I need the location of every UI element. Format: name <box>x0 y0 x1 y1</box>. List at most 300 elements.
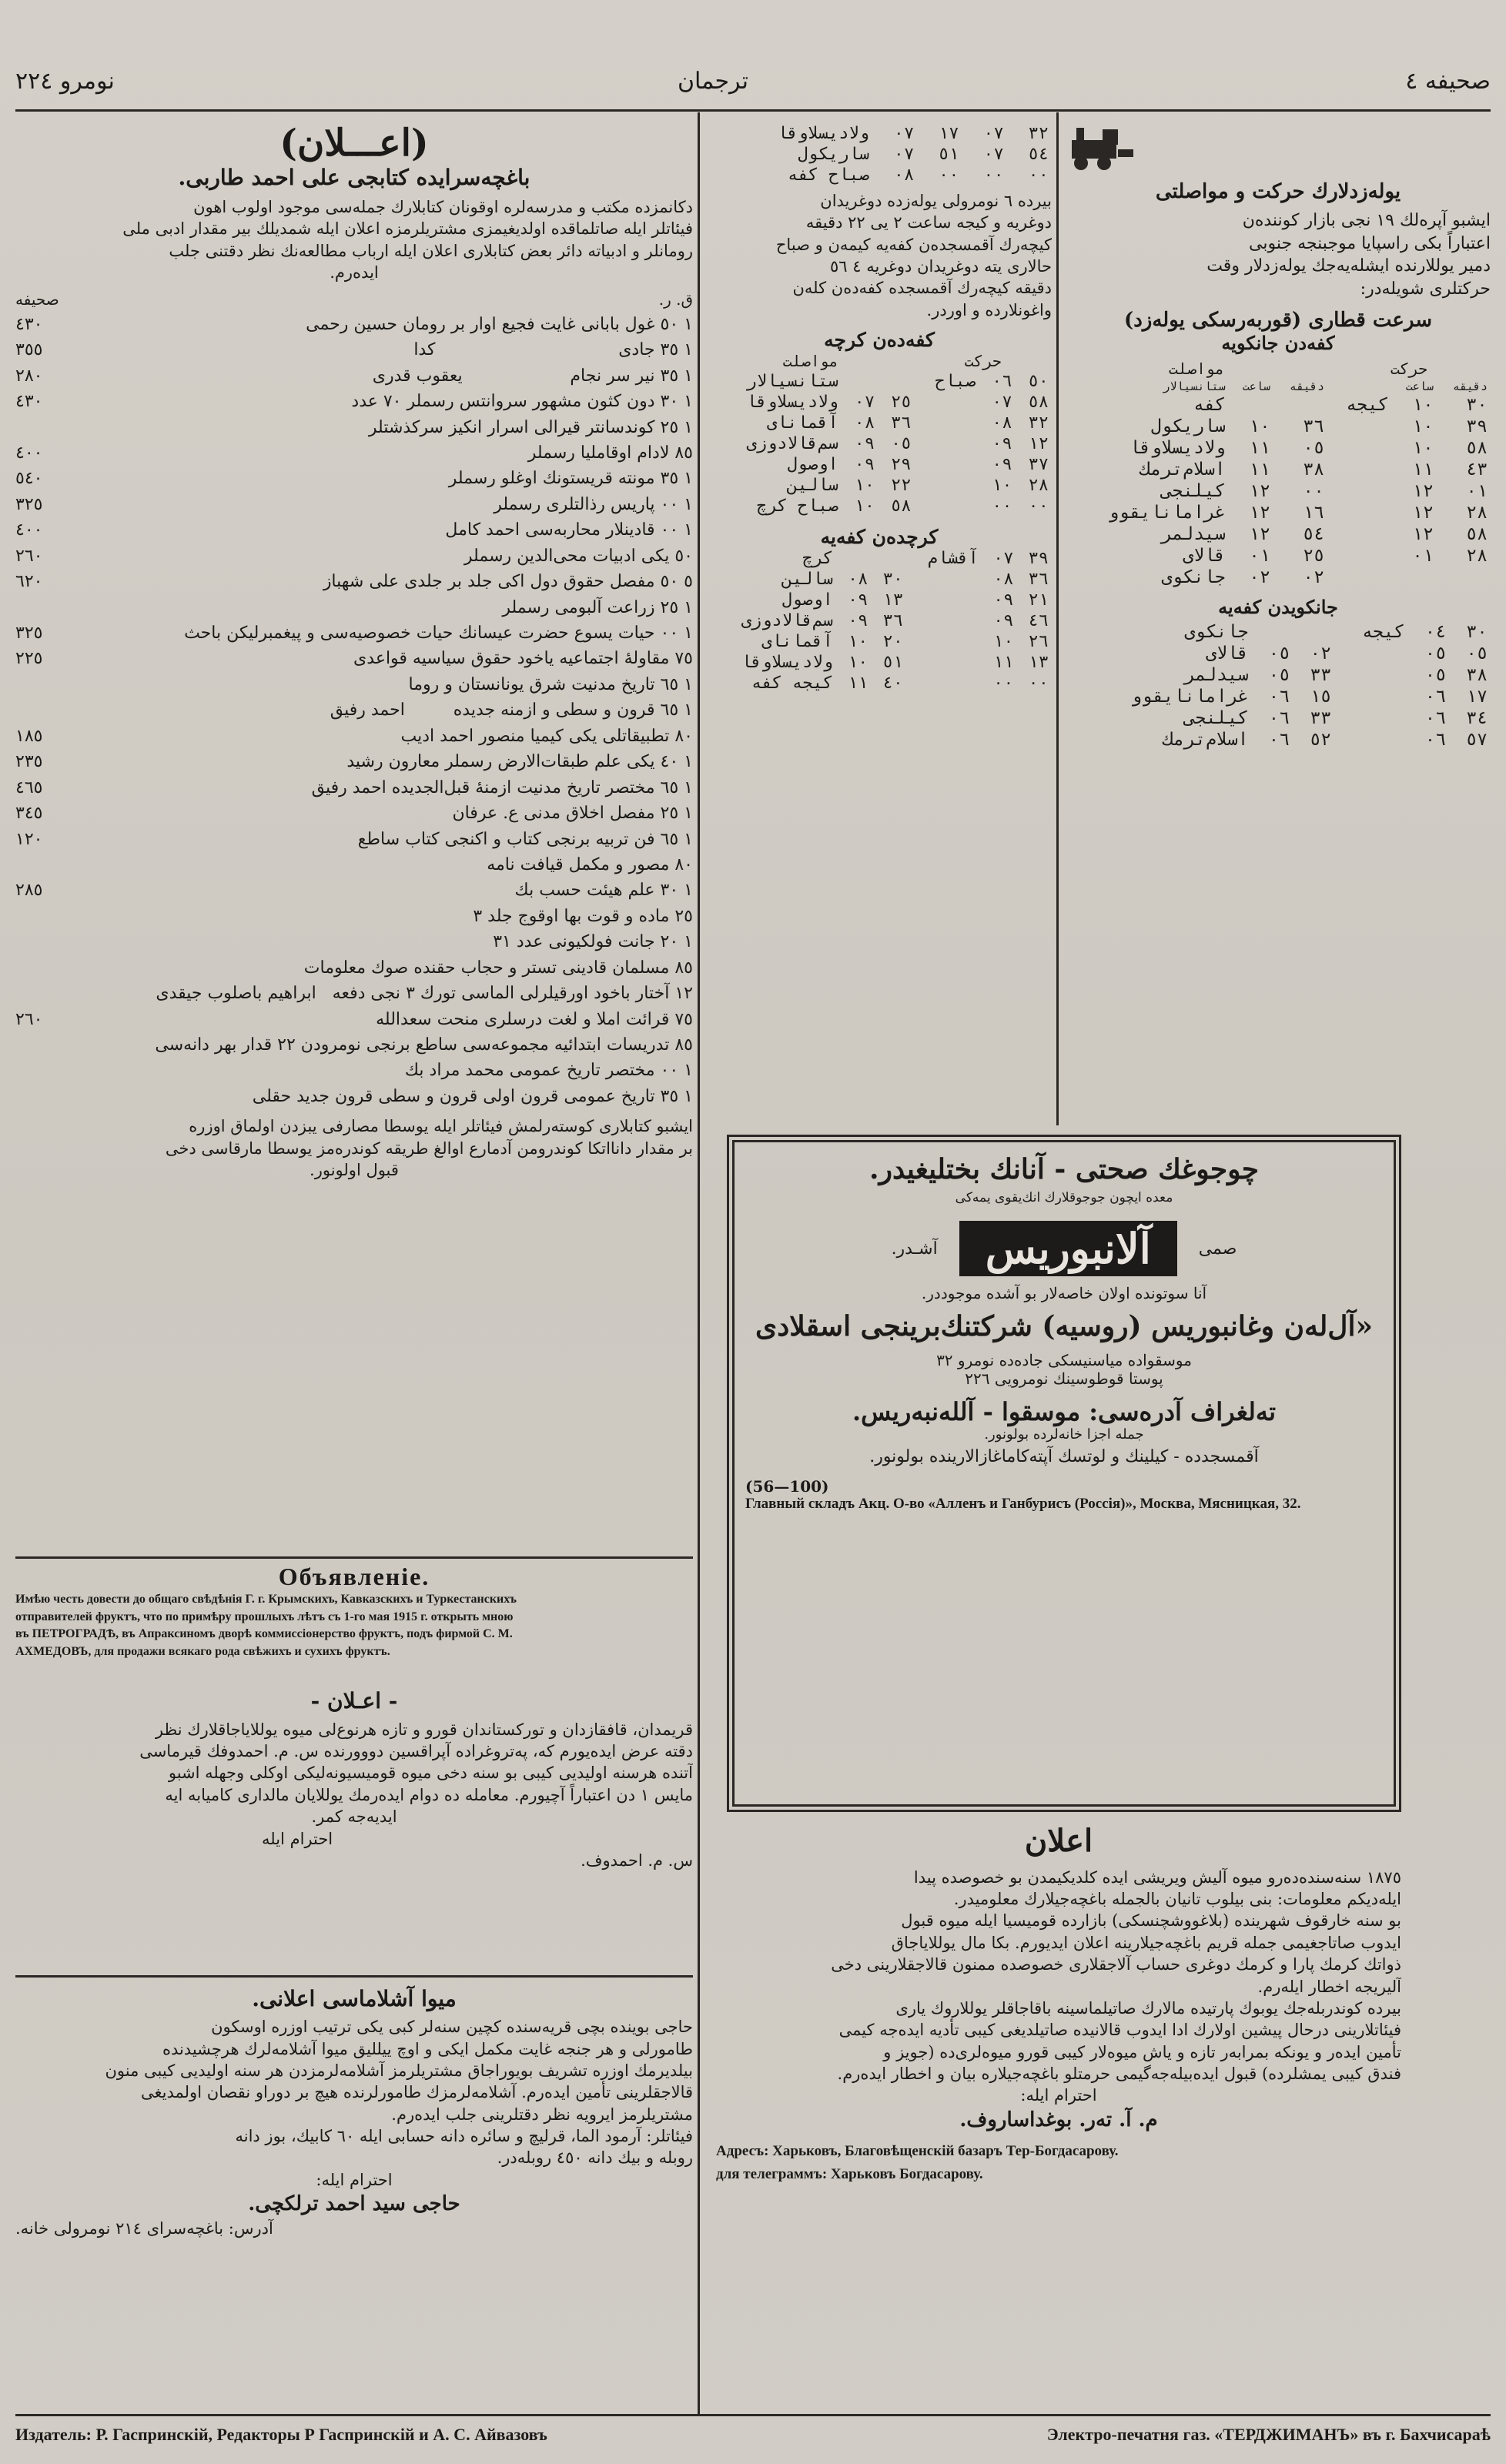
book-item <box>15 852 693 878</box>
kharkov-ru-address: Адресъ: Харьковъ, Благовѣщенскій базаръ Тер-Богдасарову. <box>716 2142 1119 2159</box>
timetable-cell: اوصول <box>781 590 833 610</box>
timetable-cell: قالای <box>1206 643 1249 664</box>
timetable-row <box>1066 523 1491 545</box>
kharkov-line: ایله‌دیكم معلومات: بنی بیلوب تانیان بالجمله باغچه‌جیلارك معلومیدر. <box>953 1890 1401 1909</box>
timetable-row <box>707 413 1052 433</box>
timetable-row <box>1066 480 1491 502</box>
timetable-cell: ۳۲ <box>1028 413 1049 433</box>
timetable-row <box>707 610 1052 631</box>
mid-note <box>707 190 1052 321</box>
timetable-cell <box>1293 621 1334 643</box>
timetable-row <box>1066 729 1491 751</box>
brand-post: آشـدر. <box>891 1239 938 1259</box>
timetable-cell: ٠٦ <box>1268 686 1290 707</box>
timetable-cell: سم‌قالادوزی <box>741 611 833 631</box>
orchard-title: میوا آشلاماسی اعلانی. <box>252 1986 457 2011</box>
timetable-cell <box>906 610 982 631</box>
book-item <box>15 337 693 363</box>
timetable-cell <box>906 652 982 673</box>
book-item <box>15 672 693 697</box>
book-pages: ۲۲٥ <box>15 649 43 669</box>
books-subtitle: باغچه‌سرایده كتابجی علی احمد طاربی. <box>178 165 530 190</box>
timetable-cell: ١٠ <box>992 476 1012 496</box>
book-item <box>15 543 693 569</box>
book-title: ١ ٦٥ قرون و سطی و ازمنه جدیده احمد رفیق <box>330 700 693 720</box>
timetable-cell: ٠٩ <box>847 611 868 631</box>
timetable-cell: ٥٨ <box>1466 437 1488 458</box>
timetable-cell <box>1273 394 1327 416</box>
book-item <box>15 1032 693 1058</box>
timetable-cell: ١١ <box>1412 459 1434 480</box>
timetable-row <box>707 454 1052 475</box>
timetable-cell: ٠٦ <box>1424 686 1447 707</box>
timetable-cell: ۲٨ <box>1466 545 1488 566</box>
timetable-cell: ۲٩ <box>891 455 912 475</box>
book-pages <box>15 697 92 723</box>
book-item <box>15 569 693 594</box>
book-title: ٧٥ قرائت املا و لغت درسلری منحت سعدالله <box>376 1009 693 1029</box>
timetable-row <box>1066 664 1491 686</box>
timetable-cell: ١٠ <box>1249 416 1270 436</box>
timetable-cell <box>915 392 979 413</box>
kharkov-line: آلیریجه اخطار ایله‌رم. <box>1257 1977 1401 1996</box>
timetable-cell: ۲٨ <box>1466 502 1488 523</box>
timetable-cell: ٠١ <box>1466 480 1488 501</box>
timetable-cell: ٤٠ <box>882 674 903 694</box>
timetable-cell <box>1327 502 1392 523</box>
timetable-cell: كرچ <box>802 549 833 569</box>
orchard-line: طامورلی و هر جنجه غایت مكمل ایكی و اوچ ییللیق میوا آشلامه‌لرك هرچشیدنده <box>162 2039 693 2058</box>
timetable-cell: ١٦ <box>1303 502 1324 523</box>
book-pages <box>15 672 92 697</box>
section-rule <box>15 1975 693 1978</box>
timetable-cell: ١۳ <box>1028 653 1049 673</box>
timetable-cell: ۳٧ <box>1028 455 1049 475</box>
kharkov-line: بو سنه خارقوف شهرینده (بلاغووشچنسكی) بازارده قومیسیا ایله میوه قبول <box>901 1911 1401 1931</box>
books-outro <box>15 1115 693 1181</box>
locomotive-icon <box>1066 123 1491 177</box>
timetable-cell: ٠٠ <box>1303 480 1324 501</box>
intro-line: دكانمزده مكتب و مدرسه‌لره اوقونان كتابلارك جمله‌سی موجود اولوب اهون <box>193 198 693 216</box>
timetable-cell: كفه <box>1193 394 1226 415</box>
timetable-cell: ١٠ <box>847 632 868 652</box>
timetable-cell: ٠٠ <box>1028 674 1049 694</box>
book-item <box>15 697 693 723</box>
column-rule-left <box>698 112 700 2414</box>
book-title: ١ ۲٥ كوندسانتر قیرالی اسرار انكیز سركذشتلر <box>368 417 693 437</box>
book-item <box>15 440 693 466</box>
kharkov-line: فندق كیبی یمشلرده) قبول ایده‌بیله‌جه‌گیمی حرمتلو باغچه‌جیلاره بیان و اخطار ایده‌رم. <box>837 2064 1401 2083</box>
timetable-cell: ۳٦ <box>882 611 903 631</box>
timetable-cell: سیدلمر <box>1161 523 1226 544</box>
fruit-line: مایس ١ دن اعتبار‌اً آچیورم. معامله ده دوام ایده‌رمك یوللایان مالداری كامیابه ایه <box>165 1785 693 1804</box>
timetable-cell: كیجه كفه <box>751 674 833 694</box>
timetable-cell: ٥١ <box>882 653 903 673</box>
timetable-cell: ولادیسلاوقا <box>777 124 869 143</box>
timetable-cell <box>1327 523 1392 545</box>
book-pages: ۲۳٥ <box>15 752 43 772</box>
book-pages: ٦۲٠ <box>15 572 43 592</box>
book-item <box>15 929 693 955</box>
book-pages <box>15 904 92 929</box>
timetable-cell: ٠۲ <box>1303 567 1324 587</box>
sub-head: دقیقه <box>1452 379 1488 393</box>
timetable-cell: ١٧ <box>938 124 959 143</box>
timetable-cell: ۳۳ <box>1310 707 1332 728</box>
page-label: صحیفه ٤ <box>1405 68 1491 95</box>
timetable-cell: ١١ <box>1249 437 1270 458</box>
book-item <box>15 312 693 337</box>
timetable-cell: ۳۹ <box>1466 416 1488 436</box>
book-item <box>15 363 693 389</box>
ad-pharmacy: جمله اجزا خانه‌لرده بولونور. <box>984 1426 1144 1443</box>
timetable-cell: ۳۲ <box>1028 124 1049 143</box>
timetable-cell: ١٥ <box>1310 686 1332 707</box>
rail-title: یوله‌زدلارك حركت و مواصلتی <box>1155 180 1401 203</box>
timetable-cell: ۳٦ <box>1028 570 1049 590</box>
timetable-cell: ٠٨ <box>893 165 915 185</box>
book-pages: ۳۲٥ <box>15 624 43 644</box>
timetable-cell: ٥٨ <box>891 496 912 517</box>
col-head: حركت <box>1390 359 1428 378</box>
ru-line: Имѣю честь довести до общаго свѣдѣнія Г. г. Крымскихъ, Кавказскихъ и Туркестанскихъ <box>15 1593 517 1606</box>
timetable-cell <box>915 433 979 454</box>
timetable-row <box>707 433 1052 454</box>
timetable-cell: ٠٧ <box>983 124 1004 143</box>
book-title: ١ ٤٠ یكی علم طبقات‌الارض رسملر معارون رشید <box>346 752 693 772</box>
timetable-cell: ٠٠ <box>992 674 1014 694</box>
pages-col-head: صحیفه <box>15 290 59 309</box>
timetable-cell <box>1334 729 1407 751</box>
rail-intro-line: اعتبار‌اً بكی راسپایا موجبنجه جنوبی <box>1249 233 1491 253</box>
kharkov-line: ١٨٧٥ سنه‌سنده‌ده‌رو میوه آلیش ویریشی ایده كلدیكیمدن بو خصوصده پیدا <box>913 1867 1401 1887</box>
book-item <box>15 1084 693 1109</box>
timetable-cell: ١٧ <box>1466 686 1488 707</box>
timetable-cell: ٠٧ <box>992 549 1014 569</box>
book-item <box>15 981 693 1006</box>
book-item <box>15 955 693 981</box>
rail-intro-line: ایشبو آپره‌لك ١٩ نجی بازار كوننده‌ن <box>1242 211 1491 230</box>
section-rule <box>15 1556 693 1559</box>
issue-label: نومرو ٢٢٤ <box>15 68 115 95</box>
book-title: ١ ۳٥ جادی كدا <box>413 340 693 360</box>
timetable-cell: ٠٥ <box>1268 643 1290 664</box>
timetable-cell: ولادیسلاوقا <box>1130 437 1226 458</box>
orchard-line: مشتریلرمز ایرویه نظر دقتلرینی جلب ایده‌رم. <box>391 2105 693 2124</box>
kharkov-line: تأمین ایده‌ر و یونكه بمرابه‌ر تازه و یاش میوه‌لار كیبی قورو میوه‌لری‌ده (جویز و <box>883 2042 1401 2061</box>
book-title: ١ ۳٠ دون كثون مشهور سروانتس رسملر ٧٠ عدد <box>351 392 693 412</box>
timetable-cell: ٠٥ <box>1424 664 1447 685</box>
timetable-cell: ٠٩ <box>992 455 1012 475</box>
timetable-cell: ٠٩ <box>992 434 1012 454</box>
timetable-row <box>1066 621 1491 643</box>
book-item <box>15 466 693 491</box>
timetable-cell: ٠٨ <box>854 413 875 433</box>
timetable-cell: ۲٥ <box>1303 545 1324 566</box>
timetable-cell: ٠۲ <box>1310 643 1332 664</box>
timetable-row <box>1066 437 1491 459</box>
timetable-cell: ١٠ <box>992 632 1014 652</box>
allenburys-ad <box>727 1135 1401 1812</box>
ru-line: отправителей фруктъ, что по примѣру прошлыхъ лѣтъ съ 1-го мая 1915 г. открыть мною <box>15 1610 514 1623</box>
timetable-cell: ۲١ <box>1028 590 1049 610</box>
kharkov-sign: احترام ایله: <box>1020 2086 1097 2105</box>
book-title: ١ ۳٥ نیر سر نجام یعقوب قدری <box>372 366 693 386</box>
book-pages: ۲٨٥ <box>15 881 43 901</box>
timetable-cell: ١١ <box>847 674 868 694</box>
orchard-sign: احترام ایله: <box>316 2170 393 2189</box>
timetable-cell <box>1334 707 1407 729</box>
timetable-cell <box>906 569 982 590</box>
timetable-cell: ١١ <box>992 653 1014 673</box>
timetable-cell: ٠٦ <box>1268 707 1290 728</box>
timetable-cell: ٠٩ <box>992 590 1014 610</box>
timetable-cell: ١۲ <box>1249 502 1270 523</box>
timetable-row <box>707 496 1052 517</box>
timetable-cell: ٥١ <box>938 145 959 164</box>
timetable-cell: ۳٠ <box>882 570 903 590</box>
book-title: ٨٥ تدریسات ابتدائیه مجموعه‌سی ساطع برنجی نومرودن ۲۲ قدار بهر دانه‌سی <box>155 1035 693 1055</box>
timetable-cell: ۳٠ <box>1466 621 1488 642</box>
book-pages <box>15 852 92 878</box>
book-title: ٥٠ یكی ادبیات محی‌الدین رسملر <box>464 546 693 566</box>
timetable-cell: صباح <box>935 372 976 392</box>
book-item <box>15 620 693 646</box>
book-item <box>15 801 693 826</box>
book-item <box>15 827 693 852</box>
book-title: ١ ٦٥ مختصر تاریخ مدنیت ازمنهٔ قبل‌الجدیده احمد رفیق <box>311 777 693 797</box>
rail-table-2 <box>1066 621 1491 751</box>
timetable-cell: ٠٩ <box>854 455 875 475</box>
ad-subline: معده ایچون جوجوقلارك انك‌یقوی یمه‌كی <box>955 1190 1173 1205</box>
timetable-row <box>1066 567 1491 588</box>
timetable-cell: ٠٨ <box>847 570 868 590</box>
col-head: مواصلت <box>782 352 838 371</box>
orchard-line: روبله و بیك دانه ٤٥٠ روبله‌در. <box>497 2148 693 2168</box>
timetable-cell: ٥٨ <box>1466 523 1488 544</box>
timetable-cell: صباح كفه <box>787 165 869 185</box>
timetable-cell <box>1251 621 1293 643</box>
timetable-row <box>707 569 1052 590</box>
kharkov-line: ذواتك كرمك پارا و كرمك دوغری حساب آلاجقلاری خصوصده ممنون قالاجقلارینی دخی <box>831 1955 1401 1974</box>
book-pages: ٢٨٠ <box>15 366 43 386</box>
timetable-cell: ٠٨ <box>992 570 1014 590</box>
book-title: ١ ٠٠ قادینلار محاربه‌سی احمد كامل <box>445 520 693 540</box>
timetable-cell: ٠٠ <box>1028 165 1049 185</box>
timetable-cell: آقمانای <box>761 632 833 652</box>
intro-line: رومانلر و ادبیاته دائر بعض كتابلاری اعلان ایله ارباب مطالعه‌نك نظر دقتنی جلب <box>169 241 693 260</box>
book-title: ٨٠ تطبیقاتلی یكی كیمیا منصور احمد ادیب <box>400 726 693 746</box>
kerch-return-title: كرچده‌ن كفه‌یه <box>820 526 939 549</box>
timetable-cell: ٠٥ <box>891 434 912 454</box>
book-title: ١ ۳٠ علم هیئت حسب بك <box>514 881 693 901</box>
ad-telegraph: ته‌لغراف آدره‌سی: موسقوا - آلله‌نبه‌ریس. <box>852 1396 1276 1426</box>
timetable-cell <box>1334 643 1407 664</box>
book-item <box>15 646 693 671</box>
timetable-cell <box>1327 416 1392 437</box>
book-pages: ٤٠٠ <box>15 520 43 540</box>
book-item <box>15 389 693 414</box>
timetable-cell: ۲٦ <box>1028 632 1049 652</box>
timetable-cell: ١٠ <box>854 496 875 517</box>
timetable-cell: جانكوی <box>1161 567 1226 587</box>
book-title: ١ ٦٥ تاریخ مدنیت شرق یونانستان و روما <box>408 674 693 694</box>
rail-express-title: سرعت قطاری (قوربه‌رسكی یوله‌زد) <box>1123 308 1433 332</box>
footer-printer: Электро-печатня газ. «ТЕРДЖИМАНЪ» въ г. Бахчисараѣ <box>1046 2425 1491 2444</box>
book-title: ١ ۲٠ جانت فولكیونی عدد ۳١ <box>493 932 693 952</box>
rail-express-route: كفه‌دن جانكویه <box>1221 331 1335 354</box>
timetable-row <box>707 144 1052 165</box>
timetable-cell: ١٠ <box>854 476 875 496</box>
timetable-cell: ٠٧ <box>992 393 1012 413</box>
timetable-cell: ١۲ <box>1412 523 1434 544</box>
timetable-cell <box>1437 567 1491 588</box>
timetable-row <box>707 371 1052 392</box>
timetable-cell: ساریكول <box>1150 416 1226 436</box>
timetable-cell: ٠٩ <box>847 590 868 610</box>
header-rule <box>15 109 1491 112</box>
ad-availability: آنا سوتونده اولان خاصه‌لار بو آشده موجوددر. <box>921 1284 1207 1302</box>
fruit-line: ایدیه‌جه كمر. <box>311 1807 397 1827</box>
timetable-cell: ٠٥ <box>1268 664 1290 685</box>
timetable-row <box>1066 686 1491 707</box>
timetable-row <box>1066 502 1491 523</box>
ru-line: АХМЕДОВЪ, для продажи всякаго рода свѣжихъ и сухихъ фруктъ. <box>15 1645 390 1659</box>
book-item <box>15 1007 693 1032</box>
timetable-cell <box>1334 686 1407 707</box>
book-pages: ١٨٥ <box>15 726 43 746</box>
book-title: ١ ٥٠ غول بابانی غایت فجیع اوار بر رومان حسین رحمی <box>306 314 693 334</box>
book-item <box>15 724 693 749</box>
timetable-cell: ٠٦ <box>1268 729 1290 750</box>
timetable-cell: ۳٩ <box>1028 549 1049 569</box>
timetable-cell <box>1327 567 1392 588</box>
timetable-cell: غرامانایقوو <box>1108 502 1226 523</box>
kerch-return-table <box>707 548 1052 694</box>
footer-rule <box>15 2414 1491 2416</box>
timetable-cell: ۲٥ <box>891 393 912 413</box>
book-title: ١ ٦٥ فن تربیه برنجی كتاب و اكنجی كتاب ساطع <box>357 829 693 849</box>
book-title: ١ ٠٠ پاریس رذالتلری رسملر <box>494 494 693 514</box>
timetable-row <box>707 673 1052 694</box>
book-title: ١۲ آختار باخود اورقیلرلی الماسی تورك ۳ نجی دفعه ابراهیم باصلوب جیقدی <box>156 984 693 1004</box>
timetable-cell: ٠٥ <box>1424 643 1447 664</box>
russian-notice <box>15 1563 693 1661</box>
orchard-line: قالاجقلرینی تأمین ایده‌رم. آشلامه‌لرمزك طامورلرنده هیچ بر دوراو نقصان اولمدیغی <box>141 2083 693 2102</box>
book-title: ١ ٠٠ حیات یسوع حضرت عیسانك حیات خصوصیه‌سی و پیغمبرلیكن باحث <box>184 624 693 644</box>
book-pages: ۲٦٠ <box>15 546 43 566</box>
timetable-cell <box>1334 664 1407 686</box>
timetable-cell: سالین <box>781 570 833 590</box>
timetable-cell: صباح كرچ <box>756 496 838 517</box>
book-pages <box>15 1058 92 1083</box>
timetable-cell: ساریكول <box>798 145 869 164</box>
outro-line: بر مقدار دانااتكا كوندرومن آدمارع اوالغ طریقه كوندره‌مز یوسطا مارقاسی دخی <box>165 1138 693 1158</box>
timetable-cell <box>906 590 982 610</box>
timetable-cell: اوصول <box>787 455 838 475</box>
books-intro <box>15 196 693 283</box>
timetable-row <box>707 652 1052 673</box>
book-item <box>15 878 693 903</box>
timetable-cell: ٤٦ <box>1028 611 1049 631</box>
timetable-cell: كیجه <box>1362 621 1405 642</box>
timetable-cell: ٠٦ <box>1424 729 1447 750</box>
mid-column <box>707 123 1052 1124</box>
timetable-cell: ۲۲ <box>891 476 912 496</box>
note-line: واغونلارده و اوردر. <box>926 300 1052 319</box>
timetable-cell: ٠١ <box>1249 545 1270 566</box>
timetable-row <box>707 392 1052 413</box>
timetable-cell: ٠٢ <box>1249 567 1270 587</box>
book-title: ١ ۳٥ مونته قریستونك اوغلو رسملر <box>448 469 693 489</box>
ad-company: «آل‌له‌ن وغانبوریس (روسیه) شركتنك‌برینجی اسقلادی <box>755 1310 1373 1342</box>
kharkov-line: ایدوب صاتاجغیمی جمله قریم باغچه‌جیلارینه اعلان ایدیورم. بكا مال یوللایاجاق <box>891 1933 1401 1952</box>
col-head: مواصلت <box>1168 359 1225 378</box>
book-item <box>15 415 693 440</box>
brand-pre: صمی <box>1198 1239 1237 1259</box>
rail-intro-line: دمیر یوللارنده ایشله‌یه‌جك یوله‌زدلار وقت <box>1206 256 1491 276</box>
book-pages: ١۲٠ <box>15 829 43 849</box>
timetable-row <box>707 590 1052 610</box>
timetable-cell: ١٢ <box>1412 480 1434 501</box>
timetable-cell: ٥٧ <box>1466 729 1488 750</box>
timetable-cell <box>1327 545 1392 567</box>
book-title: ٨٥ لادام اوقاملیا رسملر <box>527 443 693 463</box>
timetable-cell <box>915 496 979 517</box>
sub-head: دقیقه <box>1289 379 1324 393</box>
ad-code: (56—100) <box>745 1476 829 1496</box>
intro-line: ایده‌رم. <box>330 263 379 283</box>
timetable-cell <box>1392 567 1437 588</box>
timetable-cell: ١۲ <box>1412 502 1434 523</box>
timetable-cell <box>1327 480 1392 502</box>
timetable-cell: ٥٤ <box>1028 145 1049 164</box>
kharkov-ru-telegram: для телеграммъ: Харьковъ Богдасарову. <box>716 2166 983 2183</box>
book-pages: ۳٤٥ <box>15 804 43 824</box>
timetable-cell: آقشام <box>927 549 979 569</box>
book-list <box>15 312 693 1110</box>
ru-notice-title: Объявленіе. <box>278 1563 430 1590</box>
timetable-cell <box>915 413 979 433</box>
book-item <box>15 749 693 774</box>
sub-head: ستانسیالار <box>1163 379 1226 393</box>
timetable-cell: ٠٩ <box>992 611 1014 631</box>
timetable-cell: ۳٨ <box>1466 664 1488 685</box>
kharkov-sign: م. آ. ته‌ر. بوغداساروف. <box>959 2108 1158 2131</box>
book-item <box>15 775 693 801</box>
column-rule-right <box>1056 112 1059 1125</box>
timetable-cell: غرامانایقوو <box>1131 686 1249 707</box>
book-pages: ٤۳٠ <box>15 392 43 412</box>
timetable-cell: ۳٨ <box>1303 459 1324 480</box>
timetable-cell: ٠٧ <box>893 145 915 164</box>
timetable-cell <box>836 548 872 569</box>
timetable-row <box>1066 707 1491 729</box>
timetable-cell: ١٠ <box>1412 437 1434 458</box>
book-pages: ٥٤٠ <box>15 469 43 489</box>
timetable-cell: ٠٨ <box>992 413 1012 433</box>
timetable-cell: ۳٦ <box>891 413 912 433</box>
timetable-cell: ٠٤ <box>1424 621 1447 642</box>
fruit-line: قریمدان، قافقازدان و توركستاندان قورو و تازه هرنوع‌لی میوه یوللایاجاقلارك نظر <box>155 1720 693 1739</box>
fruit-notice <box>15 1684 693 1977</box>
book-pages <box>15 415 92 440</box>
orchard-sign: حاجی سید احمد ترلكچی. <box>248 2192 460 2216</box>
book-pages <box>15 955 92 981</box>
timetable-cell: ١۲ <box>1249 523 1270 544</box>
paper-name: ترجمان <box>678 68 748 95</box>
kerch-title: كفه‌ده‌ن كرچه <box>824 329 935 352</box>
